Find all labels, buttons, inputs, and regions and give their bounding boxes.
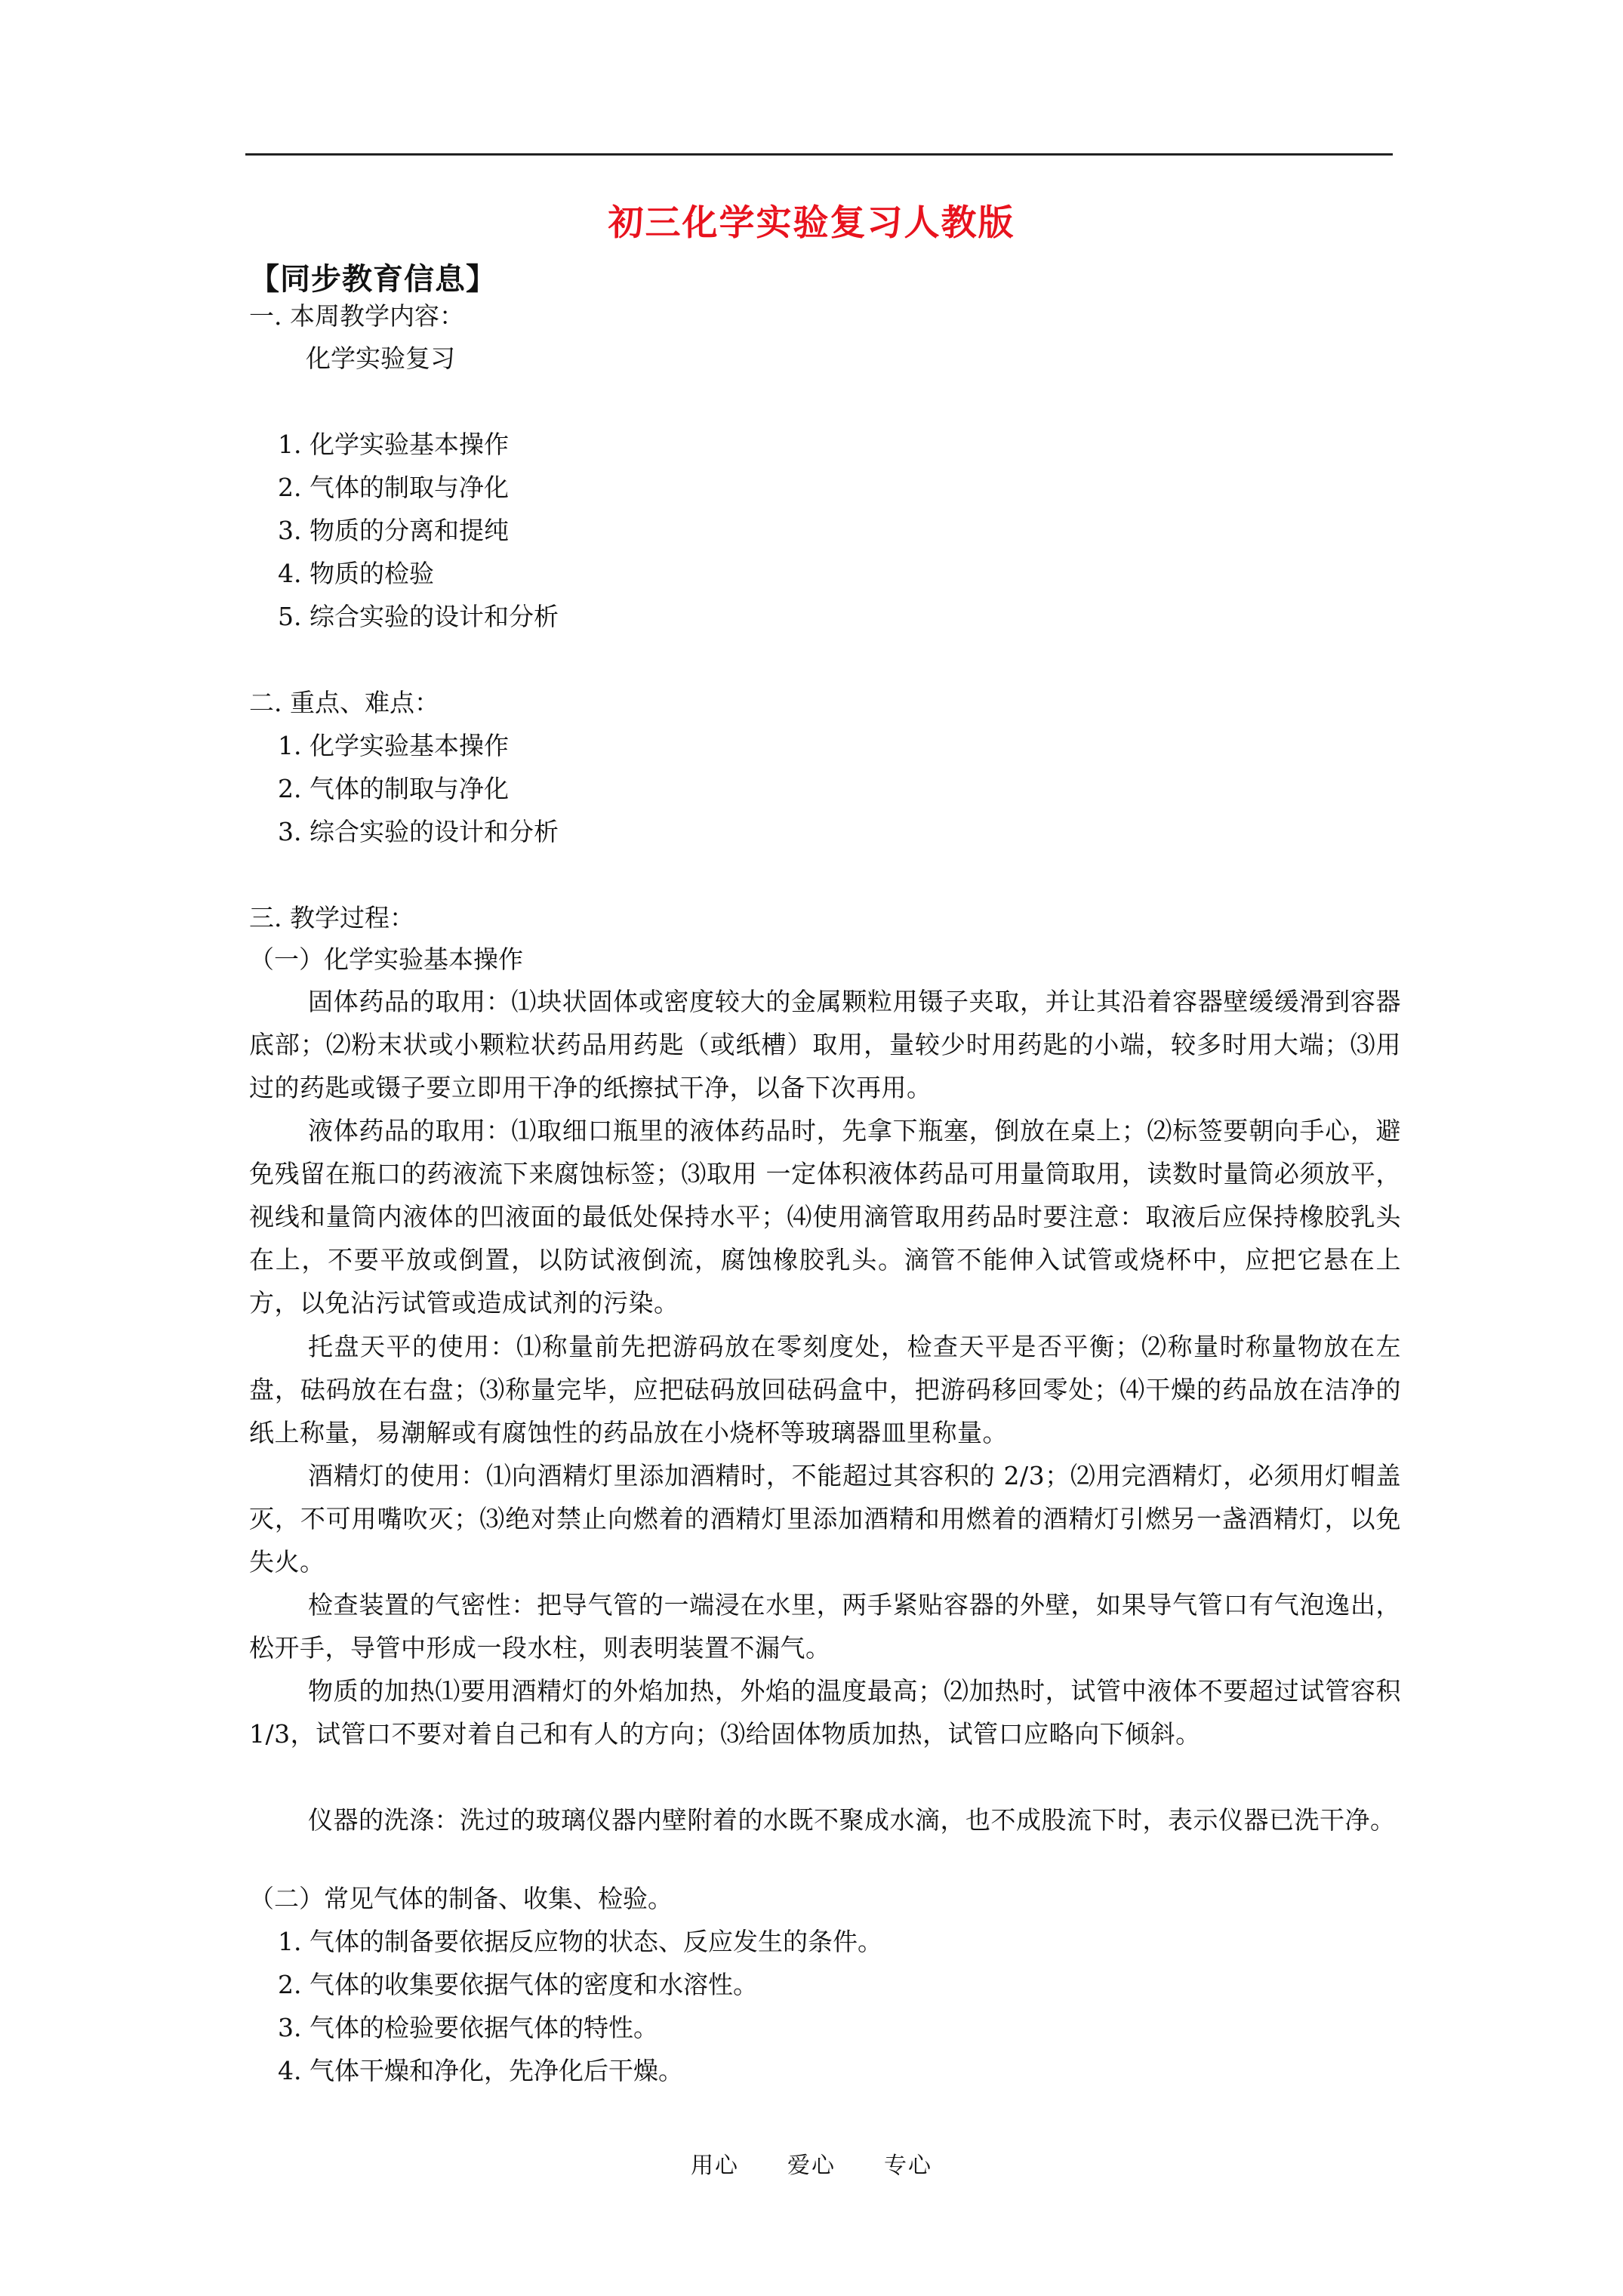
- part2-item: 1. 气体的制备要依据反应物的状态、反应发生的条件。: [278, 1927, 882, 1956]
- section2-item: 1. 化学实验基本操作: [278, 731, 509, 760]
- section2-item: 3. 综合实验的设计和分析: [278, 817, 559, 846]
- page-footer: 用心 爱心 专心: [691, 2153, 932, 2179]
- part2-item: 3. 气体的检验要依据气体的特性。: [278, 2013, 658, 2042]
- section2-item: 2. 气体的制取与净化: [278, 774, 509, 803]
- part2-heading: （二）常见气体的制备、收集、检验。: [249, 1884, 673, 1913]
- part2-item: 2. 气体的收集要依据气体的密度和水溶性。: [278, 1970, 758, 1999]
- section1-subtitle: 化学实验复习: [306, 344, 455, 373]
- section1-heading: 一. 本周教学内容：: [249, 301, 464, 331]
- section-label: 【同步教育信息】: [249, 261, 497, 297]
- section1-item: 1. 化学实验基本操作: [278, 430, 509, 459]
- paragraph-washing: 仪器的洗涤：洗过的玻璃仪器内壁附着的水既不聚成水滴，也不成股流下时，表示仪器已洗干净。: [308, 1805, 1396, 1835]
- section1-item: 5. 综合实验的设计和分析: [278, 602, 559, 631]
- header-rule: [245, 153, 1393, 156]
- section3-heading: 三. 教学过程：: [249, 903, 414, 932]
- section1-item: 3. 物质的分离和提纯: [278, 516, 509, 545]
- section1-item: 2. 气体的制取与净化: [278, 473, 509, 502]
- part2-item: 4. 气体干燥和净化，先净化后干燥。: [278, 2056, 683, 2085]
- part1-heading: （一）化学实验基本操作: [249, 945, 523, 974]
- paragraph-heating: 物质的加热⑴要用酒精灯的外焰加热，外焰的温度最高；⑵加热时，试管中液体不要超过试管容积 1/3，试管口不要对着自己和有人的方向；⑶给固体物质加热，试管口应略向下倾斜。: [249, 1676, 1401, 1749]
- paragraph-alcohol-lamp: 酒精灯的使用：⑴向酒精灯里添加酒精时，不能超过其容积的 2/3；⑵用完酒精灯，必须用灯帽盖灭，不可用嘴吹灭；⑶绝对禁止向燃着的酒精灯里添加酒精和用燃着的酒精灯引燃另一盏酒精灯，以免失火。: [249, 1461, 1401, 1576]
- paragraph-balance: 托盘天平的使用：⑴称量前先把游码放在零刻度处，检查天平是否平衡；⑵称量时称量物放在左盘，砝码放在右盘；⑶称量完毕，应把砝码放回砝码盒中，把游码移回零处；⑷干燥的药品放在洁净的纸上称量，易潮解或有腐蚀性的药品放在小烧杯等玻璃器皿里称量。: [249, 1332, 1401, 1447]
- paragraph-airtightness: 检查装置的气密性：把导气管的一端浸在水里，两手紧贴容器的外壁，如果导气管口有气泡逸出，松开手，导管中形成一段水柱，则表明装置不漏气。: [249, 1590, 1401, 1663]
- section2-heading: 二. 重点、难点：: [249, 688, 439, 717]
- paragraph-liquid-reagents: 液体药品的取用：⑴取细口瓶里的液体药品时，先拿下瓶塞，倒放在桌上；⑵标签要朝向手心，避免残留在瓶口的药液流下来腐蚀标签；⑶取用 一定体积液体药品可用量筒取用，读数时量筒必须放平，视线和量筒内液体的凹液面的最低处保持水平；⑷使用滴管取用药品时要注意：取液后应保持橡胶乳头在上，不要平放或倒置，以防试液倒流，腐蚀橡胶乳头。滴管不能伸入试管或烧杯中，应把它悬在上方，以免沾污试管或造成试剂的污染。: [249, 1116, 1401, 1318]
- paragraph-solid-reagents: 固体药品的取用：⑴块状固体或密度较大的金属颗粒用镊子夹取，并让其沿着容器壁缓缓滑到容器底部；⑵粉末状或小颗粒状药品用药匙（或纸槽）取用，量较少时用药匙的小端，较多时用大端；⑶用过的药匙或镊子要立即用干净的纸擦拭干净，以备下次再用。: [249, 987, 1401, 1102]
- section1-item: 4. 物质的检验: [278, 559, 434, 588]
- page-title: 初三化学实验复习人教版: [608, 202, 1015, 244]
